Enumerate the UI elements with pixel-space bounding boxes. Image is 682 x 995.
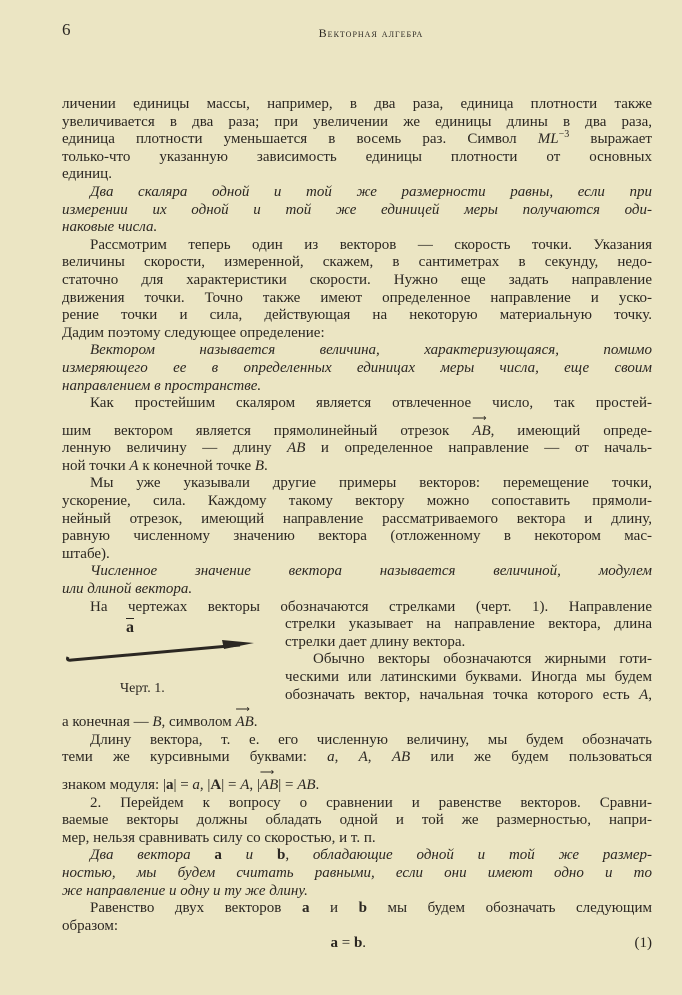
text-line <box>62 546 652 564</box>
text-line <box>62 599 652 617</box>
vector-symbol: ⟶ AB <box>235 714 253 732</box>
math-symbol: Два скаляра одной и той же размерности равны, если при <box>90 183 652 200</box>
text-line <box>62 883 652 901</box>
text-line <box>62 528 652 546</box>
text-line <box>62 935 652 953</box>
math-symbol: измерении их одной и той же единицей меры получаются оди- <box>62 201 652 218</box>
text-line <box>62 563 652 581</box>
text-span: ной точки <box>62 457 130 474</box>
text-line <box>62 440 652 458</box>
text-span: мы будем обозначать следующим <box>366 900 652 917</box>
text-line <box>62 202 652 220</box>
text-span: Как простейшим скаляром является отвлеченное число, так простей- <box>90 395 652 412</box>
text-line <box>62 581 652 599</box>
math-symbol: Два вектора <box>90 847 215 864</box>
equation-number: (1) <box>634 935 652 952</box>
bold-vector: a <box>165 776 174 793</box>
text-span: . <box>362 935 367 952</box>
text-line <box>62 325 652 343</box>
text-span: выражает <box>569 131 652 148</box>
text-line <box>62 458 652 476</box>
math-symbol: A <box>129 457 139 474</box>
text-line <box>62 290 652 308</box>
text-line <box>62 714 652 732</box>
text-span: единица плотности уменьшается в восемь раз. Символ <box>62 131 538 148</box>
text-span: , <box>367 749 392 766</box>
text-line <box>62 219 652 237</box>
math-symbol: AB <box>297 776 316 793</box>
math-symbol: же направление и одну и ту же длину. <box>62 882 308 899</box>
text-span: Дадим поэтому следующее определение: <box>62 324 325 341</box>
text-line <box>62 830 652 848</box>
text-line <box>62 475 652 493</box>
bold-vector: b <box>358 900 367 917</box>
math-symbol: B <box>152 714 162 731</box>
text-span: , | <box>199 776 211 793</box>
text-span: . <box>264 457 268 474</box>
text-line <box>62 732 652 750</box>
text-line <box>62 184 652 202</box>
text-span: На чертежах векторы обозначаются стрелками (черт. 1). Направление <box>90 598 652 615</box>
text-line <box>62 900 652 918</box>
text-span: | = <box>221 776 241 793</box>
text-span: ческими или латинскими буквами. Иногда мы будем <box>285 669 652 685</box>
text-span: рение точки и сила, действующая на некоторую материальную точку. <box>62 307 652 324</box>
text-line <box>62 272 652 290</box>
text-span: . <box>315 776 320 793</box>
math-symbol: Численное значение вектора называется величиной, модулем <box>90 563 652 580</box>
text-span: ваемые векторы должны обладать одной и той же размерностью, напри- <box>62 812 652 829</box>
text-line <box>285 634 652 652</box>
text-span: шим вектором является прямолинейный отрезок <box>62 422 473 439</box>
math-symbol: −3 <box>558 129 570 141</box>
math-symbol: и <box>221 847 277 864</box>
text-line <box>62 749 652 767</box>
text-line <box>285 616 652 634</box>
text-span: Мы уже указывали другие примеры векторов: перемещение точки, <box>90 475 652 492</box>
text-span: Длину вектора, т. е. его численную величину, мы будем обозначать <box>90 731 652 748</box>
text-span: Рассмотрим теперь один из векторов — скорость точки. Указания <box>90 236 652 253</box>
text-span: ускорение, сила. Каждому такому вектору можно сопоставить прямоли- <box>62 493 652 510</box>
text-line <box>62 237 652 255</box>
math-symbol: ностью, мы будем считать равными, если они имеют одно и то <box>62 864 652 881</box>
bold-vector: A <box>210 776 222 793</box>
text-span: равную численному значению вектора (отложенному в некотором мас- <box>62 528 652 545</box>
text-span: стрелки дает длину вектора. <box>285 633 466 650</box>
text-line <box>62 777 652 795</box>
text-span: Равенство двух векторов <box>90 900 302 917</box>
text-span: . <box>253 714 258 731</box>
text-span: статочно для характеристики скорости. Нужно еще задать направление <box>62 271 652 288</box>
vector-label: $\overline{a}$ <box>126 619 134 636</box>
text-span: | = <box>173 776 193 793</box>
math-symbol: a <box>327 749 335 766</box>
math-symbol: AB <box>287 440 306 457</box>
bold-vector: a <box>330 935 338 952</box>
text-span: знаком модуля: | <box>62 776 166 793</box>
text-line <box>285 669 652 687</box>
text-span: , | <box>249 776 260 793</box>
text-line <box>62 423 652 441</box>
text-line <box>62 795 652 813</box>
text-line <box>62 254 652 272</box>
text-span: | = <box>278 776 298 793</box>
math-symbol: A <box>639 686 649 703</box>
text-span: мер, нельзя сравнивать силу со скоростью, и т. п. <box>62 829 376 846</box>
text-span: и определенное направление — от началь- <box>305 440 652 457</box>
text-line <box>62 378 652 396</box>
text-span: нейный отрезок, имеющий направление рассматриваемого вектора и длину, <box>62 510 652 527</box>
text-line <box>62 812 652 830</box>
text-span: = <box>337 935 354 952</box>
text-line <box>62 511 652 529</box>
text-span: величины скорости, измеренной, скажем, в сантиметрах в секунду, недо- <box>62 254 652 271</box>
text-span: обозначать вектор, начальная точка которого есть <box>285 686 640 703</box>
bold-vector: b <box>276 847 286 864</box>
text-line <box>285 687 652 705</box>
text-line <box>62 847 652 865</box>
text-span: 2. Перейдем к вопросу о сравнении и равенстве векторов. Сравни- <box>90 794 652 811</box>
page-number: 6 <box>62 20 71 39</box>
text-span: единиц. <box>62 166 112 183</box>
text-span: только-что указанную зависимость единицы плотности от основных <box>62 148 652 165</box>
vector-symbol: ⟶ AB <box>472 423 490 441</box>
text-span: или же будем пользоваться <box>410 749 653 766</box>
text-line <box>62 166 652 184</box>
text-line <box>62 395 652 413</box>
math-symbol: a <box>192 776 200 793</box>
text-span: к конечной точке <box>138 457 255 474</box>
text-span: а конечная — <box>62 714 153 731</box>
text-span: личении единицы массы, например, в два раза, единица плотности также <box>62 96 652 112</box>
text-span: , <box>334 749 359 766</box>
text-span: , имеющий опреде- <box>490 422 652 439</box>
text-line <box>62 307 652 325</box>
text-span: и <box>309 900 359 917</box>
bold-vector: b <box>353 935 363 952</box>
text-span: , <box>648 686 652 703</box>
vector-symbol: ⟶ AB <box>260 777 278 795</box>
math-symbol: A <box>240 776 250 793</box>
text-line <box>62 131 652 149</box>
bold-vector: a <box>214 847 222 864</box>
text-line <box>285 651 652 669</box>
math-symbol: наковые числа. <box>62 219 158 236</box>
math-symbol: направлением в пространстве. <box>62 377 262 394</box>
math-symbol: измеряющего ее в определенных единицах меры числа, еще своим <box>62 359 652 376</box>
page-body <box>62 96 652 953</box>
text-line <box>62 342 652 360</box>
math-symbol: или длиной вектора. <box>62 581 193 598</box>
text-span: стрелки указывает на направление вектора, длина <box>285 616 652 633</box>
math-symbol: A <box>358 749 368 766</box>
bold-vector: a <box>301 900 310 917</box>
text-line <box>62 918 652 936</box>
text-span: ленную величину — длину <box>62 440 288 457</box>
text-span: Обычно векторы обозначаются жирными готи- <box>313 651 652 668</box>
text-line <box>62 865 652 883</box>
text-line <box>62 149 652 167</box>
text-span: , символом <box>161 714 236 731</box>
text-line <box>62 360 652 378</box>
text-span: теми же курсивными буквами: <box>62 749 328 766</box>
text-line <box>62 96 652 114</box>
text-span: увеличивается в два раза; при увеличении же единицы длины в два раза, <box>62 113 652 130</box>
figure-caption: Черт. 1. <box>120 681 165 696</box>
text-span: движения точки. Точно также имеют определенное направление и уско- <box>62 289 652 306</box>
text-line <box>62 493 652 511</box>
running-title: Векторная алгебра <box>318 26 424 40</box>
math-symbol: Вектором называется величина, характеризующаяся, помимо <box>90 342 652 359</box>
math-symbol: AB <box>391 749 411 766</box>
text-span: образом: <box>62 917 119 934</box>
math-symbol: B <box>254 457 265 474</box>
math-symbol: ML <box>537 131 559 148</box>
math-symbol: , обладающие одной и той же размер- <box>285 847 653 864</box>
text-span: штабе). <box>62 545 110 562</box>
